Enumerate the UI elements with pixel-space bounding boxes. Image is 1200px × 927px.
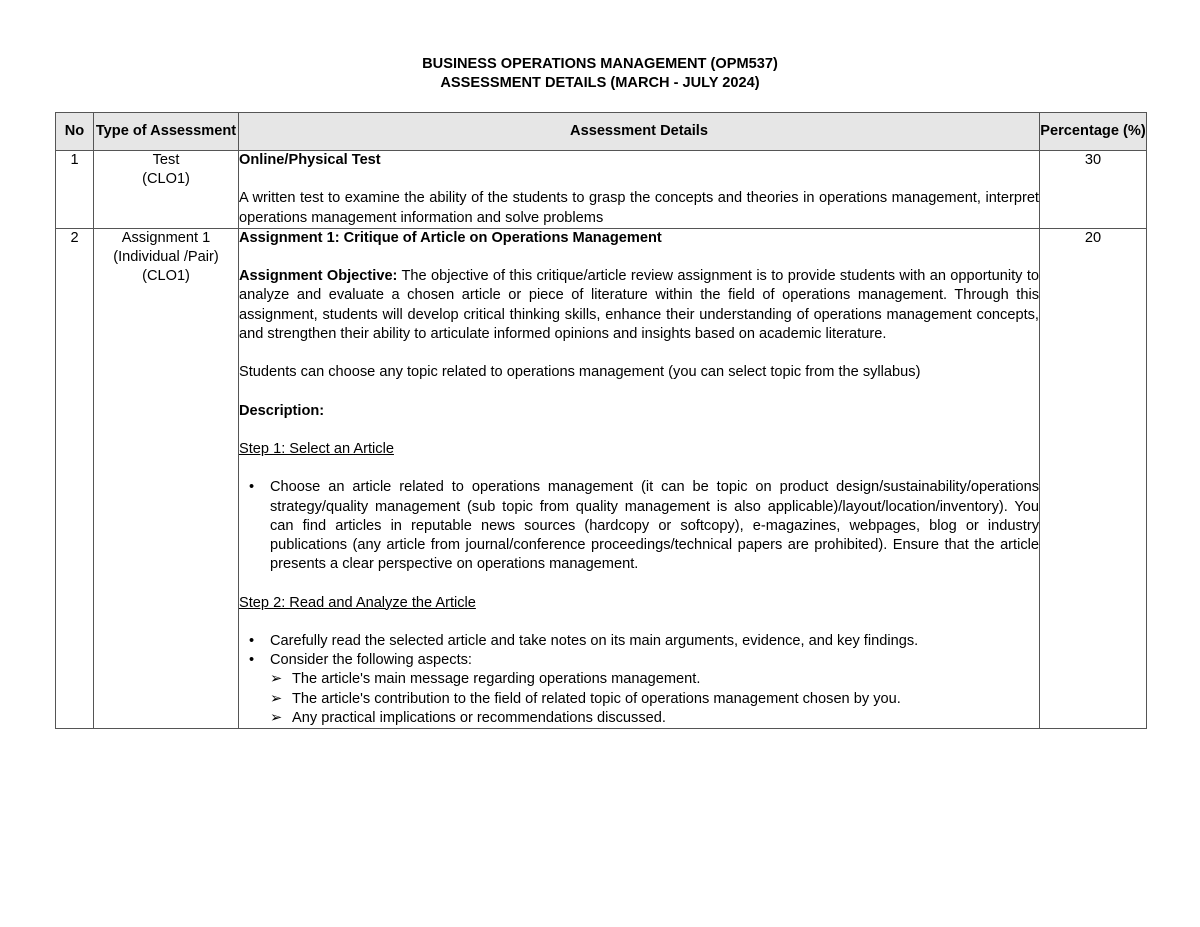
step2-bullet-text: Consider the following aspects:: [270, 652, 472, 669]
arrowhead-bullet-icon: ➢: [270, 709, 283, 726]
type-clo: (CLO1): [142, 171, 190, 188]
header-type: Type of Assessment: [94, 113, 239, 151]
header-no: No: [56, 113, 94, 151]
course-title: BUSINESS OPERATIONS MANAGEMENT (OPM537): [422, 56, 778, 72]
table-row: [56, 151, 1147, 229]
type-label: Assignment 1: [121, 229, 211, 246]
row-type: [94, 228, 239, 728]
sub-list-item: [270, 690, 1039, 709]
details-text: A written test to examine the ability of the students to grasp the concepts and theories in operations management, interpret operations management information and solve problems: [239, 190, 1039, 226]
type-clo: (CLO1): [142, 268, 190, 285]
bullet-icon: •: [249, 632, 255, 649]
step2-heading: Step 2: Read and Analyze the Article: [239, 594, 476, 611]
row-no: 2: [56, 228, 94, 728]
type-label: Test: [152, 152, 180, 168]
description-label: Description:: [239, 402, 325, 419]
table-header-row: [56, 113, 1147, 151]
row-type: [94, 151, 239, 229]
step1-bullet-text: Choose an article related to operations management (it can be topic on product design/sustainability/operations strategy/quality management (sub topic from quality management is also applicable)/layout/location/inventory). You can find articles in reputable news sources (hardcopy or softcopy), e-magazines, webpages, blog or industry publications (any article from journal/conference proceedings/technical papers are prohibited). Ensure that the article presents a clear perspective on operations management.: [270, 479, 1039, 573]
header-percentage: Percentage (%): [1040, 113, 1147, 151]
type-mode: (Individual /Pair): [113, 249, 219, 265]
row-details: [239, 228, 1040, 728]
sub-list-item: [270, 670, 1039, 689]
sub-bullet-text: The article's main message regarding operations management.: [292, 671, 701, 688]
header-details: Assessment Details: [239, 113, 1040, 151]
step1-heading: Step 1: Select an Article: [239, 440, 394, 457]
objective-label: Assignment Objective:: [239, 268, 398, 285]
list-item: [249, 651, 1039, 670]
row-details: [239, 151, 1040, 229]
objective-text: The objective of this critique/article review assignment is to provide students with an opportunity to analyze and evaluate a chosen article or piece of literature within the field of operations management. Through this assignment, students will develop critical thinking skills, enhance their understanding of operations management concepts, and strengthen their ability to articulate informed opinions and insights based on academic literature.: [239, 268, 1039, 342]
assessment-table: [55, 112, 1147, 729]
arrowhead-bullet-icon: ➢: [270, 671, 283, 688]
sub-bullet-text: The article's contribution to the field of related topic of operations management chosen by you.: [292, 690, 901, 707]
assessment-period-title: ASSESSMENT DETAILS (MARCH - JULY 2024): [440, 75, 760, 91]
details-title: Online/Physical Test: [239, 152, 381, 168]
row-no: 1: [56, 151, 94, 229]
list-item: [249, 632, 1039, 651]
list-item: [249, 478, 1039, 574]
details-title: Assignment 1: Critique of Article on Operations Management: [239, 229, 662, 246]
bullet-icon: •: [249, 479, 255, 496]
topic-text: Students can choose any topic related to operations management (you can select topic from the syllabus): [239, 364, 921, 381]
document-title: [0, 55, 1200, 93]
row-percentage: 30: [1040, 151, 1147, 229]
arrowhead-bullet-icon: ➢: [270, 690, 283, 707]
sub-bullet-text: Any practical implications or recommendations discussed.: [292, 709, 666, 726]
sub-list-item: [270, 709, 1039, 728]
bullet-icon: •: [249, 652, 255, 669]
step2-bullet-text: Carefully read the selected article and take notes on its main arguments, evidence, and key findings.: [270, 632, 919, 649]
table-row: [56, 228, 1147, 728]
row-percentage: 20: [1040, 228, 1147, 728]
objective-paragraph: [239, 267, 1039, 344]
